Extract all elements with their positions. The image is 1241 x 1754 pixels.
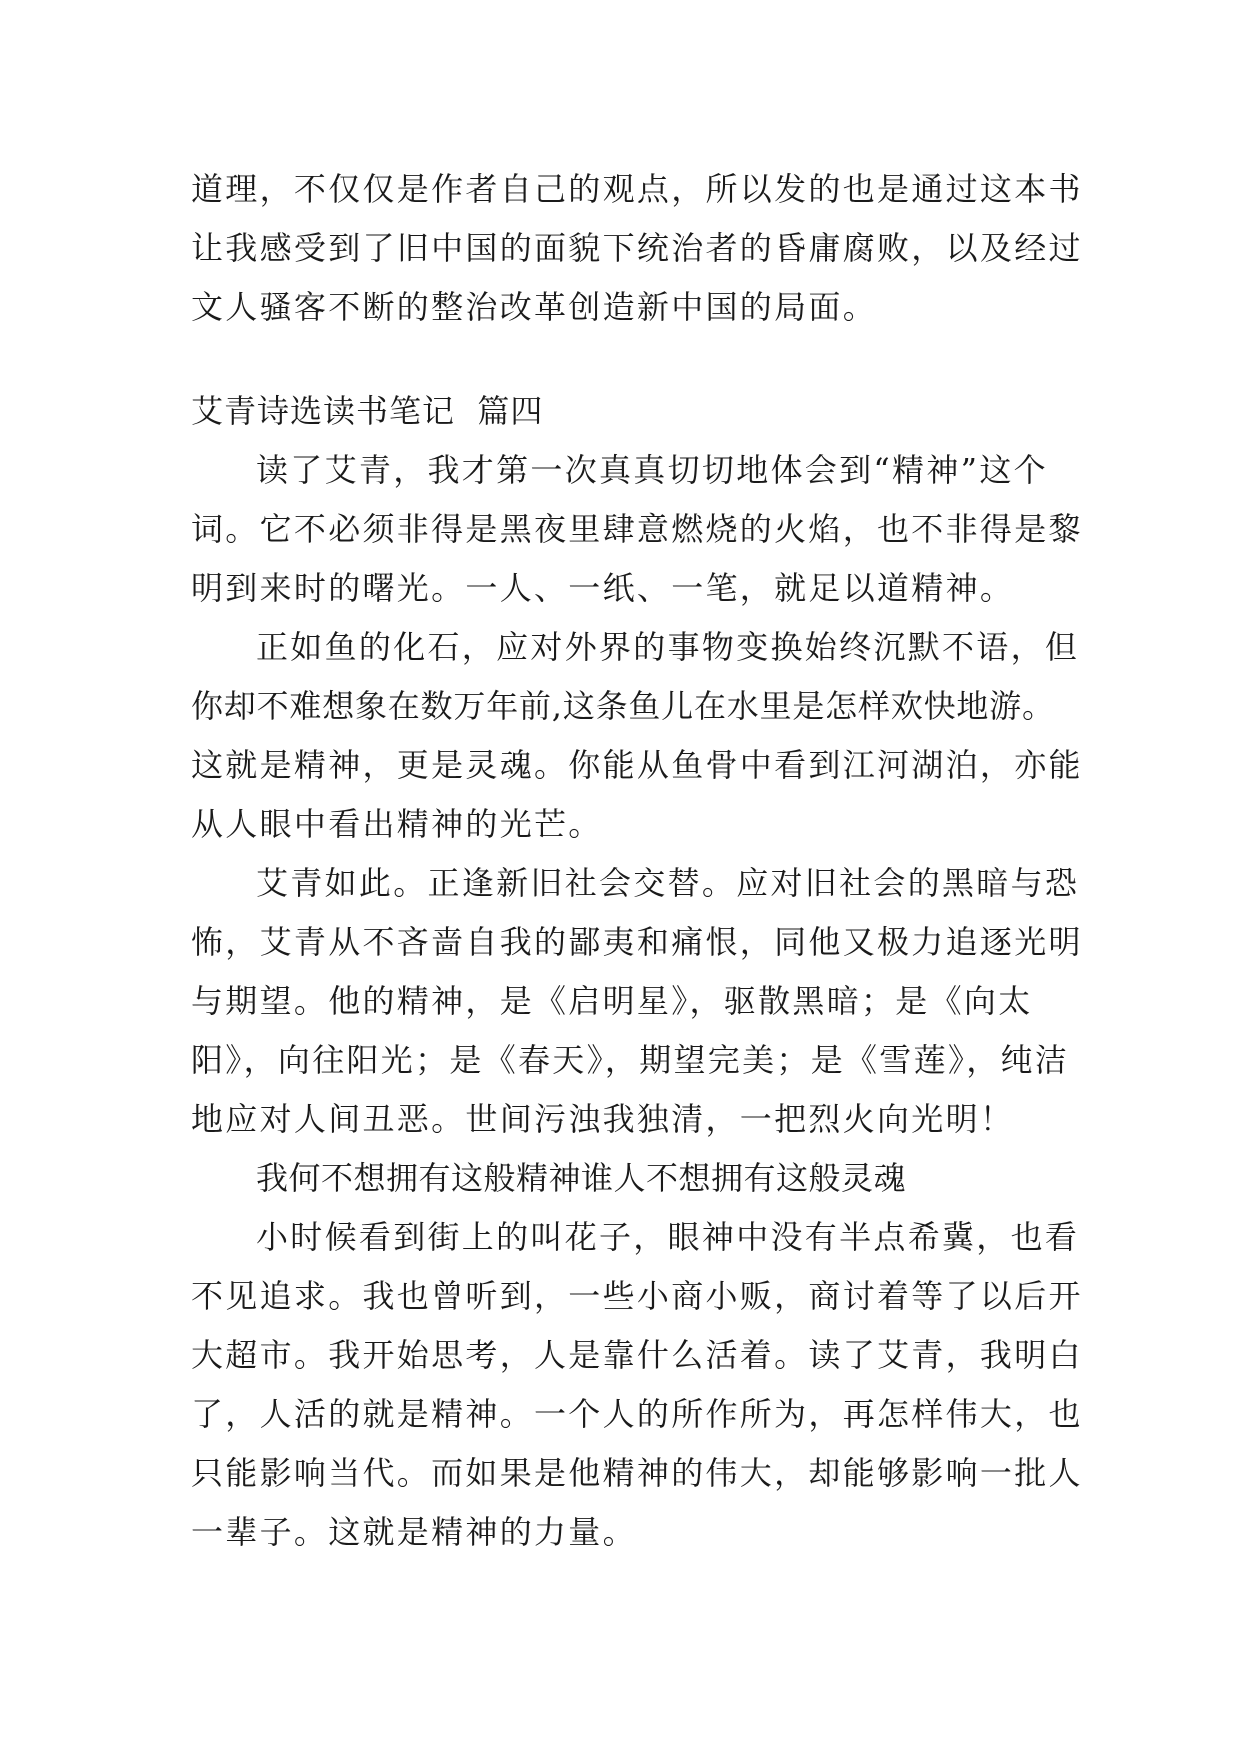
paragraph (191, 618, 1083, 854)
text-line: 让我感受到了旧中国的面貌下统治者的昏庸腐败，以及经过 (191, 229, 1083, 267)
paragraph (191, 854, 1083, 1149)
text-line: 艾青如此。正逢新旧社会交替。应对旧社会的黑暗与恐 (256, 864, 1080, 902)
text-line: 一辈子。这就是精神的力量。 (191, 1513, 637, 1551)
section-title: 艾青诗选读书笔记 篇四 (191, 392, 544, 430)
text-line: 这就是精神，更是灵魂。你能从鱼骨中看到江河湖泊，亦能 (191, 746, 1083, 784)
text-line: 与期望。他的精神，是《启明星》，驱散黑暗；是《向太 (191, 982, 1033, 1020)
intro-paragraph (191, 160, 1083, 337)
text-line: 道理，不仅仅是作者自己的观点，所以发的也是通过这本书 (191, 170, 1083, 208)
text-line: 词。它不必须非得是黑夜里肆意燃烧的火焰，也不非得是黎 (191, 510, 1083, 548)
paragraph (191, 441, 1083, 618)
text-line: 了，人活的就是精神。一个人的所作所为，再怎样伟大，也 (191, 1395, 1083, 1433)
text-line: 我何不想拥有这般精神谁人不想拥有这般灵魂 (256, 1159, 907, 1197)
text-line: 大超市。我开始思考，人是靠什么活着。读了艾青，我明白 (191, 1336, 1083, 1374)
text-line: 你却不难想象在数万年前,这条鱼儿在水里是怎样欢快地游。 (191, 687, 1055, 725)
text-line: 小时候看到街上的叫花子，眼神中没有半点希冀，也看 (256, 1218, 1080, 1256)
text-line: 阳》，向往阳光；是《春天》，期望完美；是《雪莲》，纯洁 (191, 1041, 1070, 1079)
text-line: 从人眼中看出精神的光芒。 (191, 805, 603, 843)
text-line: 只能影响当代。而如果是他精神的伟大，却能够影响一批人 (191, 1454, 1083, 1492)
text-line: 地应对人间丑恶。世间污浊我独清，一把烈火向光明！ (191, 1100, 1015, 1138)
text-line: 怖，艾青从不吝啬自我的鄙夷和痛恨，同他又极力追逐光明 (191, 923, 1083, 961)
document-body (191, 160, 1083, 1562)
paragraph (191, 1208, 1083, 1562)
text-line: 不见追求。我也曾听到，一些小商小贩，商讨着等了以后开 (191, 1277, 1083, 1315)
paragraph (191, 1149, 1051, 1208)
text-line: 文人骚客不断的整治改革创造新中国的局面。 (191, 288, 878, 326)
text-line: 读了艾青，我才第一次真真切切地体会到“精神”这个 (256, 451, 1048, 489)
text-line: 明到来时的曙光。一人、一纸、一笔，就足以道精神。 (191, 569, 1015, 607)
text-line: 正如鱼的化石，应对外界的事物变换始终沉默不语，但 (256, 628, 1080, 666)
